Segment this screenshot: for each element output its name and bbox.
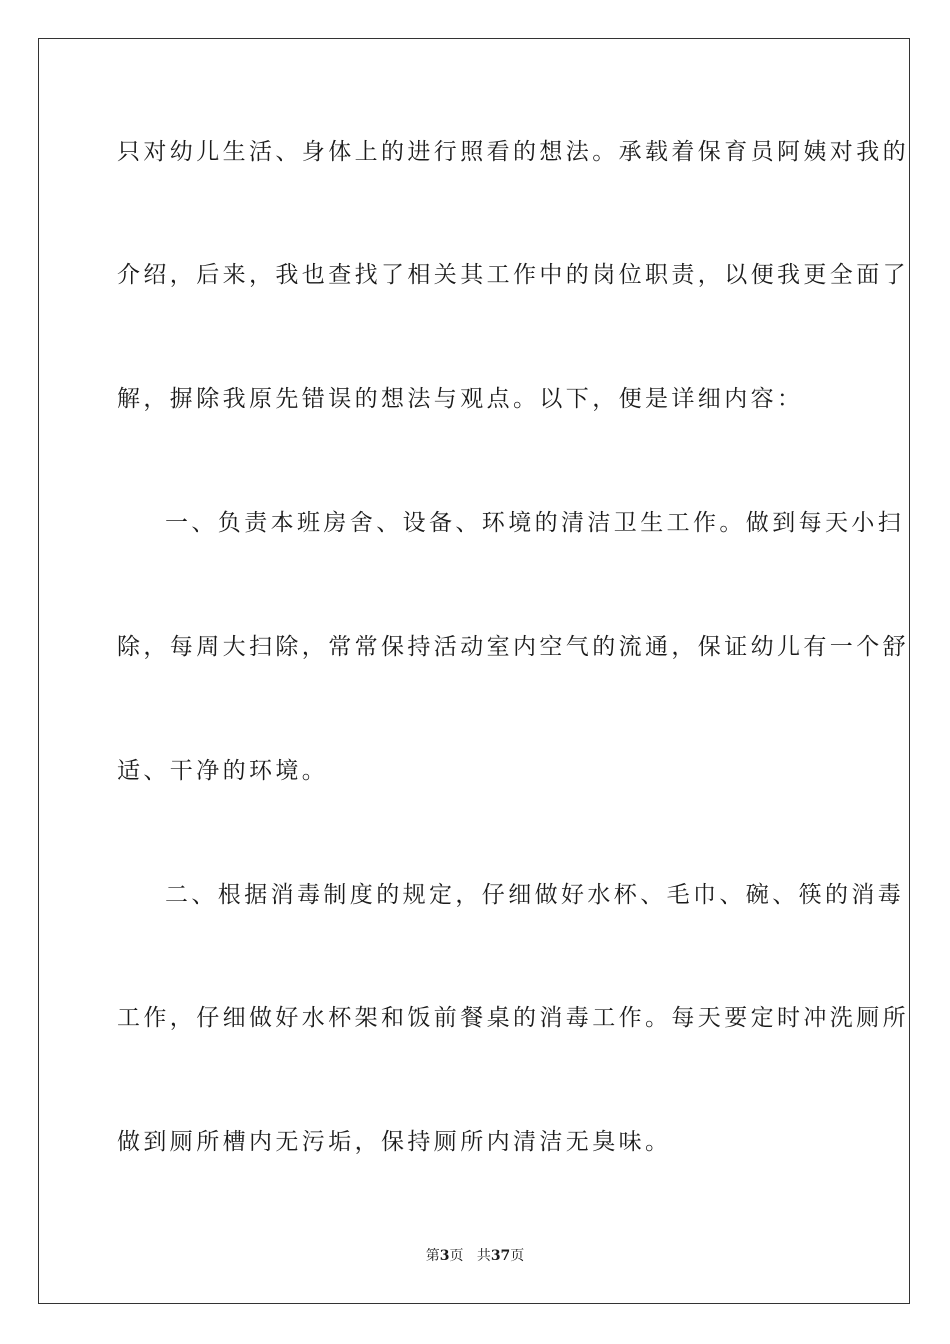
page-suffix: 页 [449,1248,464,1264]
body-text-line: 只对幼儿生活、身体上的进行照看的想法。承载着保育员阿姨对我的 [117,139,909,165]
total-pages: 37 [490,1248,511,1264]
page-prefix: 第 [425,1248,440,1264]
paragraph-first-line: 二、根据消毒制度的规定，仔细做好水杯、毛巾、碗、筷的消毒 [165,882,905,908]
total-suffix: 页 [510,1248,525,1264]
total-prefix: 共 [476,1248,491,1264]
body-text-line: 解，摒除我原先错误的想法与观点。以下，便是详细内容： [117,386,804,412]
page-footer [0,1246,950,1266]
body-text-line: 做到厕所槽内无污垢，保持厕所内清洁无臭味。 [117,1129,672,1155]
page-border [38,38,910,1304]
paragraph-first-line: 一、负责本班房舍、设备、环境的清洁卫生工作。做到每天小扫 [165,510,905,536]
body-text-line: 介绍，后来，我也查找了相关其工作中的岗位职责，以便我更全面了 [117,262,909,288]
body-text-line: 工作，仔细做好水杯架和饭前餐桌的消毒工作。每天要定时冲洗厕所 [117,1005,909,1031]
body-text-line: 除，每周大扫除，常常保持活动室内空气的流通，保证幼儿有一个舒 [117,634,909,660]
page-number: 3 [439,1248,450,1264]
body-text-line: 适、干净的环境。 [117,758,329,784]
